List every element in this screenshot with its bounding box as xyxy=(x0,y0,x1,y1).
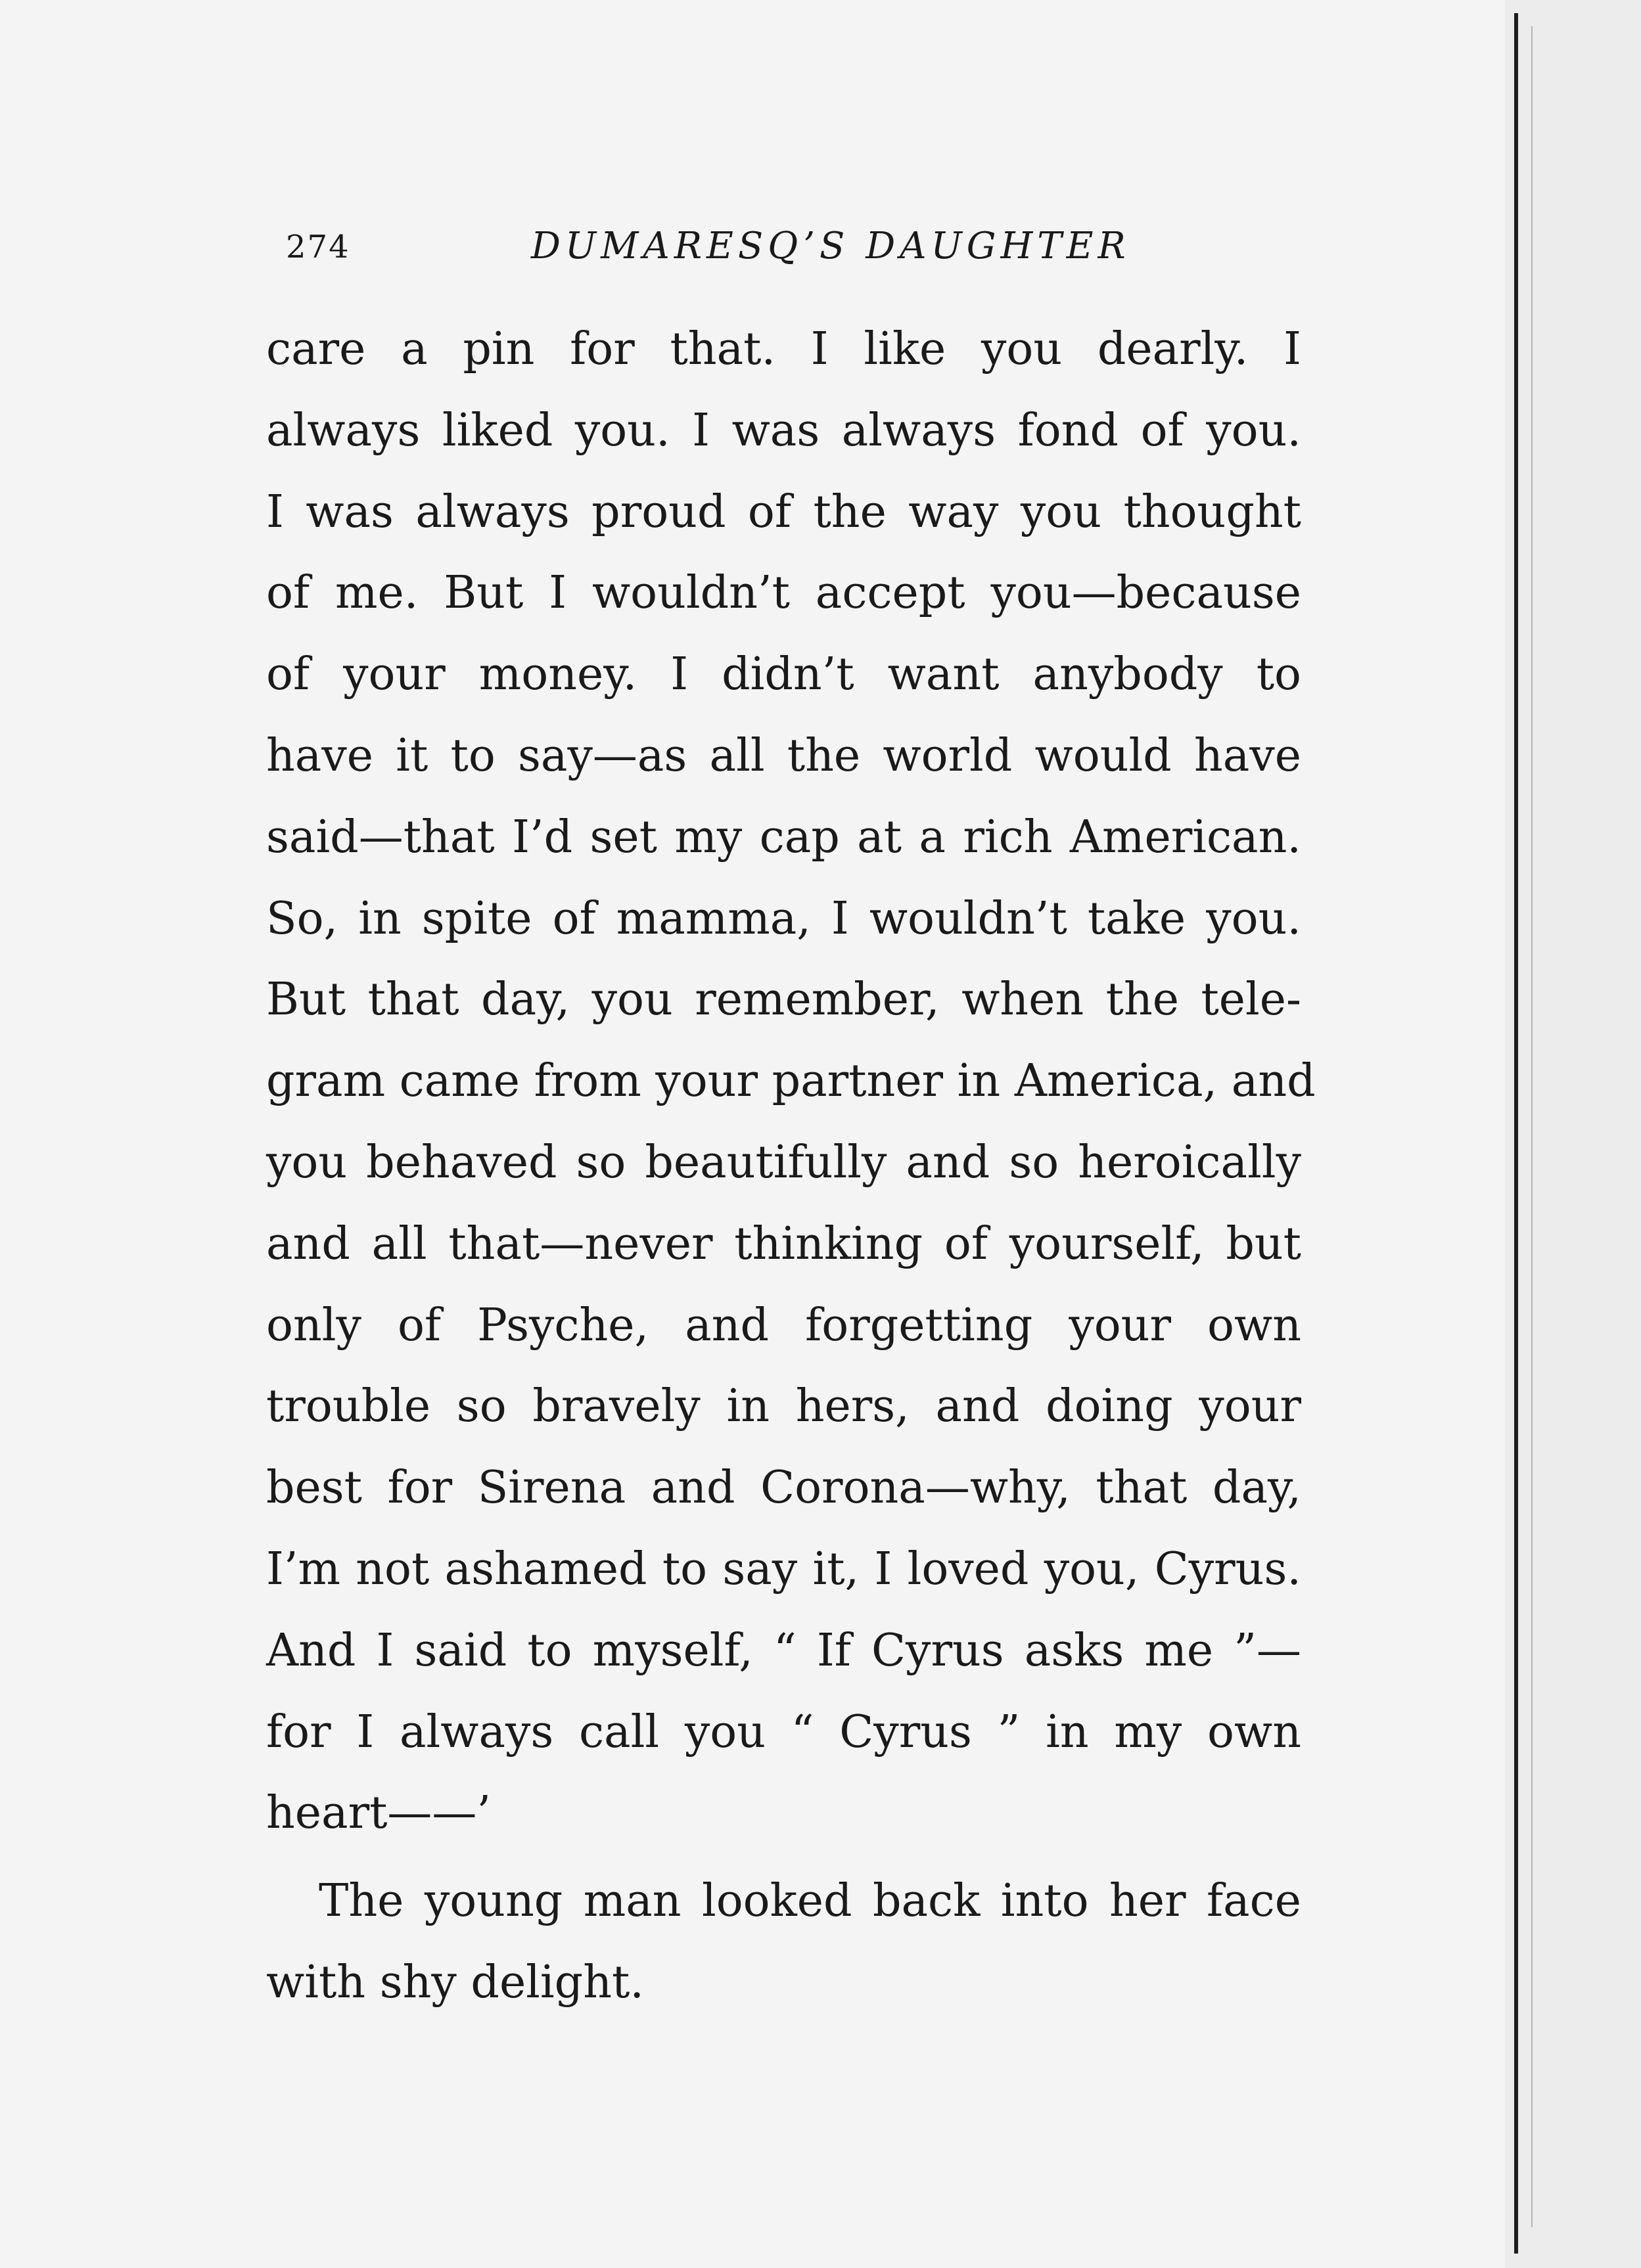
text-line: have it to say—as all the world would have xyxy=(266,729,1301,782)
binding-edge-line xyxy=(1514,13,1518,2254)
text-line: for I always call you “ Cyrus ” in my own xyxy=(266,1706,1301,1758)
text-line: and all that—never thinking of yourself, but xyxy=(266,1217,1301,1270)
page-number: 274 xyxy=(286,229,350,265)
text-line: But that day, you remember, when the tele- xyxy=(266,974,1301,1026)
text-line: I was always proud of the way you thought xyxy=(266,486,1301,538)
text-line: heart——’ xyxy=(266,1787,492,1840)
text-line: gram came from your partner in America, and xyxy=(266,1055,1316,1108)
paragraph xyxy=(266,1861,1301,2024)
text-line: So, in spite of mamma, I wouldn’t take you. xyxy=(266,892,1301,945)
paragraph xyxy=(266,309,1316,1854)
text-line: The young man looked back into her face xyxy=(319,1875,1301,1928)
text-line: of your money. I didn’t want anybody to xyxy=(266,648,1301,701)
text-line: care a pin for that. I like you dearly. I xyxy=(266,323,1301,375)
page-edge xyxy=(1505,0,1641,2268)
text-line: I’m not ashamed to say it, I loved you, Cyrus. xyxy=(266,1543,1301,1595)
paragraph-gap xyxy=(266,1854,1301,1861)
text-line: you behaved so beautifully and so heroically xyxy=(266,1136,1301,1189)
text-line: of me. But I wouldn’t accept you—because xyxy=(266,567,1301,620)
running-title: DUMARESQ’S DAUGHTER xyxy=(531,225,1130,267)
text-line: And I said to myself, “ If Cyrus asks me ”— xyxy=(266,1624,1301,1677)
text-line: only of Psyche, and forgetting your own xyxy=(266,1299,1301,1351)
running-head xyxy=(286,217,1337,283)
body-text xyxy=(266,309,1316,2024)
text-line: best for Sirena and Corona—why, that day, xyxy=(266,1462,1301,1514)
text-line: with shy delight. xyxy=(266,1956,644,2008)
text-line: trouble so bravely in hers, and doing your xyxy=(266,1380,1301,1433)
text-line: always liked you. I was always fond of you. xyxy=(266,404,1301,457)
text-line: said—that I’d set my cap at a rich American. xyxy=(266,811,1301,863)
binding-edge-shadow xyxy=(1531,26,1533,2227)
